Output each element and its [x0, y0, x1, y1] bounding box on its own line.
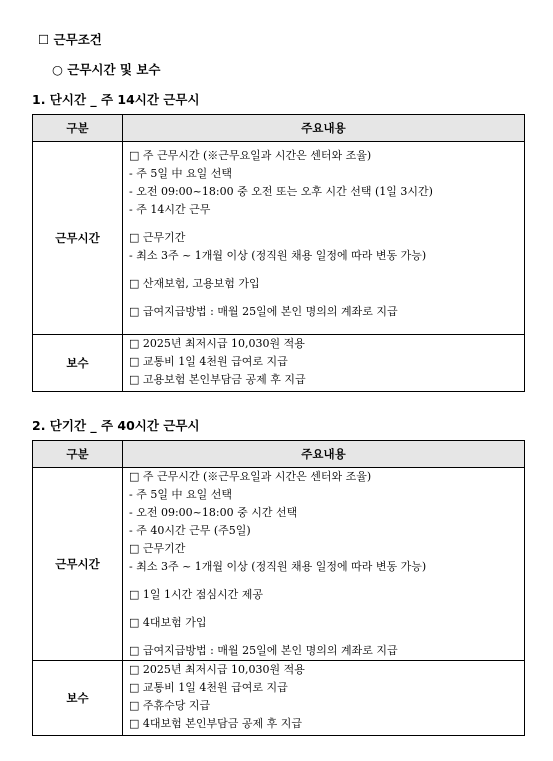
- list-item: □ 주 근무시간 (※근무요일과 시간은 센터와 조율): [129, 149, 372, 162]
- list-item: □ 2025년 최저시급 10,030원 적용: [129, 663, 305, 676]
- header-category: 구분: [33, 115, 123, 142]
- table-row-work-hours: [33, 468, 525, 661]
- list-item: - 오전 09:00~18:00 중 시간 선택: [129, 506, 298, 519]
- sub-heading: ○ 근무시간 및 보수: [52, 62, 161, 77]
- section-2-title: 2. 단기간 _ 주 40시간 근무시: [32, 418, 200, 433]
- list-item: - 주 5일 中 요일 선택: [129, 488, 232, 501]
- list-item: □ 교통비 1일 4천원 급여로 지급: [129, 355, 288, 368]
- header-content: 주요내용: [123, 115, 525, 142]
- list-item: □ 2025년 최저시급 10,030원 적용: [129, 337, 305, 350]
- list-item: □ 고용보험 본인부담금 공제 후 지급: [129, 373, 306, 386]
- list-item: - 최소 3주 ~ 1개월 이상 (정직원 채용 일정에 따라 변동 가능): [129, 560, 427, 573]
- conditions-table-1: [32, 114, 525, 392]
- table-header-row: [33, 115, 525, 142]
- list-item: □ 1일 1시간 점심시간 제공: [129, 588, 264, 601]
- work-hours-content: [123, 468, 525, 661]
- list-item: □ 주 근무시간 (※근무요일과 시간은 센터와 조율): [129, 470, 372, 483]
- row-label-work-hours: 근무시간: [33, 142, 123, 335]
- list-item: - 오전 09:00~18:00 중 오전 또는 오후 시간 선택 (1일 3시간): [129, 185, 433, 198]
- header-category: 구분: [33, 441, 123, 468]
- list-item: □ 근무기간: [129, 231, 186, 244]
- section-1-title: 1. 단시간 _ 주 14시간 근무시: [32, 92, 200, 107]
- list-item: □ 급여지급방법 : 매월 25일에 본인 명의의 계좌로 지급: [129, 305, 398, 318]
- list-item: - 주 40시간 근무 (주5일): [129, 524, 251, 537]
- row-label-pay: 보수: [33, 335, 123, 392]
- list-item: □ 4대보험 본인부담금 공제 후 지급: [129, 717, 303, 730]
- list-item: □ 교통비 1일 4천원 급여로 지급: [129, 681, 288, 694]
- list-item: □ 4대보험 가입: [129, 616, 207, 629]
- list-item: - 주 5일 中 요일 선택: [129, 167, 232, 180]
- table-row-work-hours: [33, 142, 525, 335]
- list-item: □ 근무기간: [129, 542, 186, 555]
- header-content: 주요내용: [123, 441, 525, 468]
- row-label-work-hours: 근무시간: [33, 468, 123, 661]
- pay-content: [123, 661, 525, 736]
- table-row-pay: [33, 661, 525, 736]
- list-item: - 주 14시간 근무: [129, 203, 211, 216]
- list-item: - 최소 3주 ~ 1개월 이상 (정직원 채용 일정에 따라 변동 가능): [129, 249, 427, 262]
- list-item: □ 급여지급방법 : 매월 25일에 본인 명의의 계좌로 지급: [129, 644, 398, 657]
- list-item: □ 주휴수당 지급: [129, 699, 211, 712]
- table-row-pay: [33, 335, 525, 392]
- section-heading: ☐ 근무조건: [38, 32, 102, 47]
- work-hours-content: [123, 142, 525, 335]
- row-label-pay: 보수: [33, 661, 123, 736]
- table-header-row: [33, 441, 525, 468]
- conditions-table-2: [32, 440, 525, 736]
- pay-content: [123, 335, 525, 392]
- list-item: □ 산재보험, 고용보험 가입: [129, 277, 260, 290]
